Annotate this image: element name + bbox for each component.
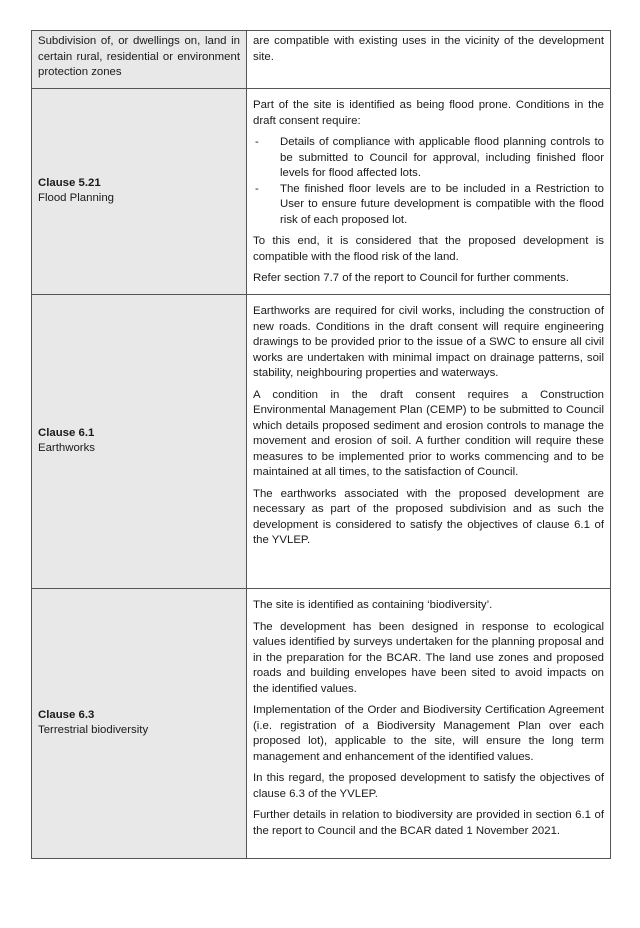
- comment-paragraph: A condition in the draft consent requires a Construction Environmental Management Plan (CEMP) to be submitted to Council which details proposed sediment and erosion controls to manage the movement and erosion of soil. A further condition will require these measures to be implemented prior to works commencing and to be maintained at all times, to the satisfaction of Council.: [253, 388, 604, 478]
- dash-bullet: -: [255, 182, 259, 195]
- clause-cell: [32, 89, 247, 295]
- clause-cell: [32, 295, 247, 589]
- list-item-text: The finished floor levels are to be included in a Restriction to User to ensure future development is compatible with the flood risk of each proposed lot.: [280, 182, 604, 226]
- comment-paragraph: Part of the site is identified as being flood prone. Conditions in the draft consent require:: [253, 99, 604, 127]
- table-row: [32, 295, 611, 589]
- list-item: [253, 182, 604, 229]
- table-row: [32, 89, 611, 295]
- comment-paragraph: The development has been designed in response to ecological values identified by surveys undertaken for the planning proposal and in the preparation for the BCAR. The land use zones and proposed roads and building envelopes have been sited to avoid impacts on the identified values.: [253, 620, 604, 695]
- comment-paragraph: Further details in relation to biodiversity are provided in section 6.1 of the report to Council and the BCAR dated 1 November 2021.: [253, 809, 604, 837]
- list-item: [253, 135, 604, 182]
- comment-paragraph: Refer section 7.7 of the report to Council for further comments.: [253, 272, 569, 284]
- comment-paragraph: To this end, it is considered that the proposed development is compatible with the flood risk of the land.: [253, 235, 604, 263]
- clause-cell: [32, 31, 247, 89]
- clause-compliance-table: [31, 30, 611, 859]
- clause-number: Clause 6.1: [38, 426, 95, 439]
- comment-paragraph: are compatible with existing uses in the vicinity of the development site.: [253, 35, 604, 63]
- clause-cell: [32, 589, 247, 859]
- table-row: [32, 31, 611, 89]
- dash-bullet: -: [255, 136, 259, 148]
- comment-cell: [247, 89, 611, 295]
- clause-number: Clause 5.21: [38, 176, 101, 189]
- clause-number: Clause 6.3: [38, 708, 95, 721]
- comment-paragraph: Implementation of the Order and Biodiversity Certification Agreement (i.e. registration of a Biodiversity Management Plan over each proposed lot), applicable to the site, will ensure the long term management and enhancement of the identified values.: [253, 704, 604, 763]
- comment-cell: [247, 589, 611, 859]
- clause-name: Terrestrial biodiversity: [38, 724, 149, 736]
- list-item-text: Details of compliance with applicable flood planning controls to be submitted to Council for approval, including finished floor levels for flood affected lots.: [280, 136, 604, 179]
- condition-list: [253, 135, 604, 228]
- clause-name: Earthworks: [38, 442, 95, 454]
- comment-paragraph: The site is identified as containing ‘biodiversity’.: [253, 599, 493, 611]
- clause-name: Flood Planning: [38, 192, 114, 204]
- comment-paragraph: Earthworks are required for civil works, including the construction of new roads. Conditions in the draft consent will require engineering drawings to be provided prior to the issue of a SWC to ensure all civil works are undertaken with minimal impact on drainage patterns, soil stability, neighbouring properties and waterways.: [253, 305, 604, 379]
- table-row: [32, 589, 611, 859]
- comment-cell: [247, 295, 611, 589]
- comment-paragraph: The earthworks associated with the proposed development are necessary as part of the proposed subdivision and as such the development is considered to satisfy the objectives of clause 6.1 of the YVLEP.: [253, 487, 604, 546]
- comment-paragraph: In this regard, the proposed development to satisfy the objectives of clause 6.3 of the YVLEP.: [253, 772, 604, 800]
- comment-cell: [247, 31, 611, 89]
- clause-description: Subdivision of, or dwellings on, land in certain rural, residential or environment protection zones: [38, 35, 240, 78]
